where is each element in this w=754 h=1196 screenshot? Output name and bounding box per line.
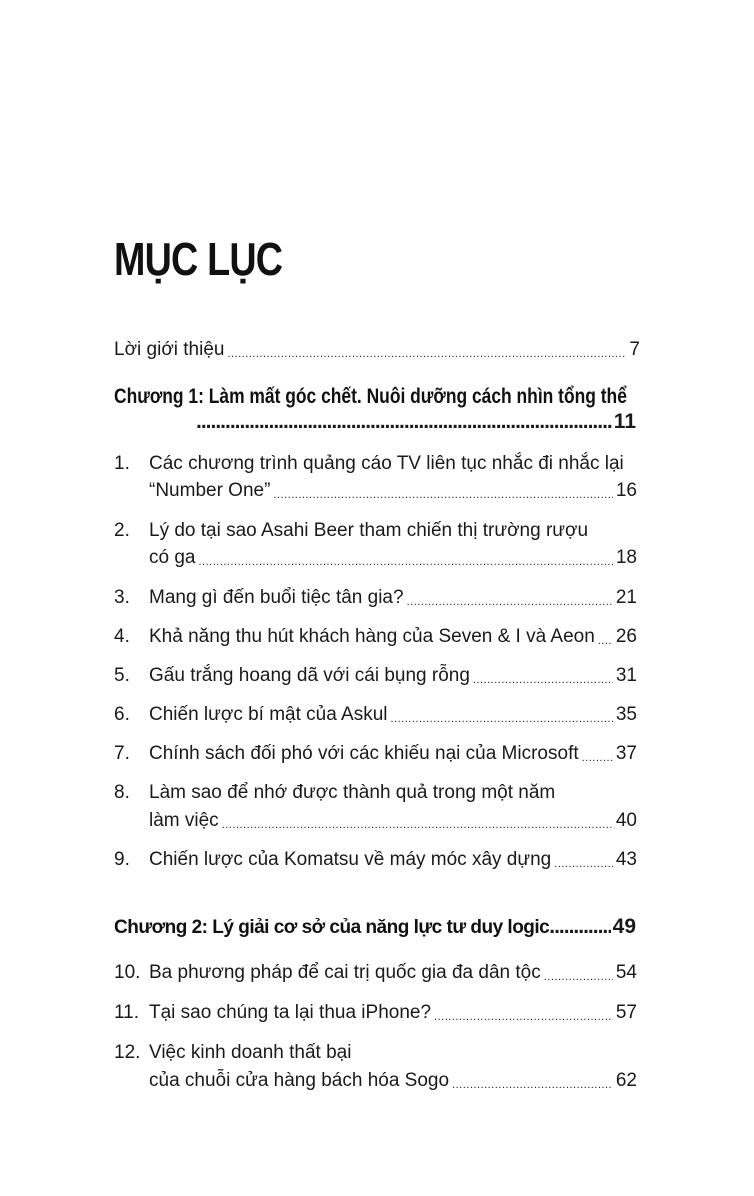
chapter-1-title[interactable]: Chương 1: Làm mất góc chết. Nuôi dưỡng cách nhìn tổng thể — [114, 385, 627, 408]
toc-entry-number: 10. — [114, 962, 141, 983]
dot-leader — [582, 745, 613, 767]
toc-entry-text: Chiến lược bí mật của Askul — [149, 704, 388, 725]
page-title: MỤC LỤC — [114, 233, 283, 285]
toc-entry-6[interactable] — [149, 704, 637, 726]
toc-entry-text: làm việc — [149, 810, 219, 831]
toc-entry-7[interactable] — [149, 743, 637, 765]
dot-leader — [273, 482, 612, 504]
dot-leader — [198, 549, 612, 571]
toc-entry-8[interactable] — [149, 810, 637, 832]
toc-entry-text[interactable]: Các chương trình quảng cáo TV liên tục nhắc đi nhắc lại — [149, 453, 624, 474]
toc-entry-page: 57 — [615, 1002, 637, 1023]
toc-entry-page: 18 — [615, 547, 637, 568]
toc-entry-number: 12. — [114, 1042, 141, 1063]
toc-entry-number: 3. — [114, 587, 130, 608]
toc-entry-page: 16 — [615, 480, 637, 501]
toc-entry-page: 54 — [615, 962, 637, 983]
toc-entry-text: Chính sách đối phó với các khiếu nại của Microsoft — [149, 743, 579, 764]
dot-leader — [227, 341, 626, 363]
toc-entry-page: 7 — [629, 339, 640, 360]
toc-entry-page: 40 — [615, 810, 637, 831]
chapter-1-page: 11 — [613, 410, 636, 433]
toc-entry-3[interactable] — [149, 587, 637, 609]
toc-entry-text: Ba phương pháp để cai trị quốc gia đa dân tộc — [149, 962, 541, 983]
toc-entry-page: 43 — [615, 849, 637, 870]
toc-entry-number: 11. — [114, 1002, 140, 1023]
dot-leader — [407, 589, 613, 611]
toc-entry-text: Mang gì đến buổi tiệc tân gia? — [149, 587, 404, 608]
toc-entry-text: Khả năng thu hút khách hàng của Seven & I và Aeon — [149, 626, 595, 647]
chapter-2-page: 49 — [612, 915, 636, 938]
toc-entry-number: 8. — [114, 782, 130, 803]
toc-entry-1[interactable] — [149, 480, 637, 502]
toc-entry-number: 1. — [114, 453, 130, 474]
dot-leader — [473, 667, 613, 689]
toc-entry-number: 5. — [114, 665, 130, 686]
toc-entry-page: 31 — [615, 665, 637, 686]
toc-entry-page: 37 — [615, 743, 637, 764]
toc-entry-4[interactable] — [149, 626, 637, 648]
toc-entry-text: của chuỗi cửa hàng bách hóa Sogo — [149, 1070, 450, 1091]
dot-leader — [598, 628, 613, 650]
toc-entry-text: Chiến lược của Komatsu về máy móc xây dựng — [149, 849, 552, 870]
toc-entry-text[interactable]: Làm sao để nhớ được thành quả trong một năm — [149, 782, 556, 803]
dot-leader — [222, 812, 613, 834]
toc-entry-11[interactable] — [149, 1002, 637, 1024]
dot-leader — [549, 915, 610, 939]
toc-entry-page: 21 — [615, 587, 637, 608]
toc-entry-9[interactable] — [149, 849, 637, 871]
chapter-2-entry[interactable] — [114, 915, 636, 940]
toc-entry-text: Tại sao chúng ta lại thua iPhone? — [149, 1002, 432, 1023]
toc-entry-5[interactable] — [149, 665, 637, 687]
toc-entry-10[interactable] — [149, 962, 637, 984]
toc-entry-page: 35 — [615, 704, 637, 725]
toc-entry-number: 7. — [114, 743, 130, 764]
toc-entry-2[interactable] — [149, 547, 637, 569]
toc-entry-text[interactable]: Lý do tại sao Asahi Beer tham chiến thị trường rượu — [149, 520, 589, 541]
toc-entry-page: 62 — [615, 1070, 637, 1091]
chapter-2-title: Chương 2: Lý giải cơ sở của năng lực tư duy logic — [114, 917, 550, 938]
toc-entry-text: Gấu trắng hoang dã với cái bụng rỗng — [149, 665, 470, 686]
toc-entry-number: 9. — [114, 849, 130, 870]
toc-entry-text: Lời giới thiệu — [114, 339, 225, 360]
toc-entry-number: 4. — [114, 626, 130, 647]
toc-entry-number: 6. — [114, 704, 130, 725]
dot-leader — [391, 706, 613, 728]
dot-leader — [452, 1072, 613, 1094]
chapter-1-leader — [196, 410, 636, 434]
toc-entry-12[interactable] — [149, 1070, 637, 1092]
toc-entry-text[interactable]: Việc kinh doanh thất bại — [149, 1042, 352, 1063]
toc-entry-intro[interactable] — [114, 339, 640, 361]
dot-leader — [544, 964, 613, 986]
toc-entry-number: 2. — [114, 520, 130, 541]
toc-entry-text: có ga — [149, 547, 196, 568]
dot-leader — [554, 851, 613, 873]
dot-leader — [434, 1004, 613, 1026]
toc-entry-page: 26 — [615, 626, 637, 647]
dot-leader — [196, 410, 612, 434]
toc-entry-text: “Number One” — [149, 480, 271, 501]
